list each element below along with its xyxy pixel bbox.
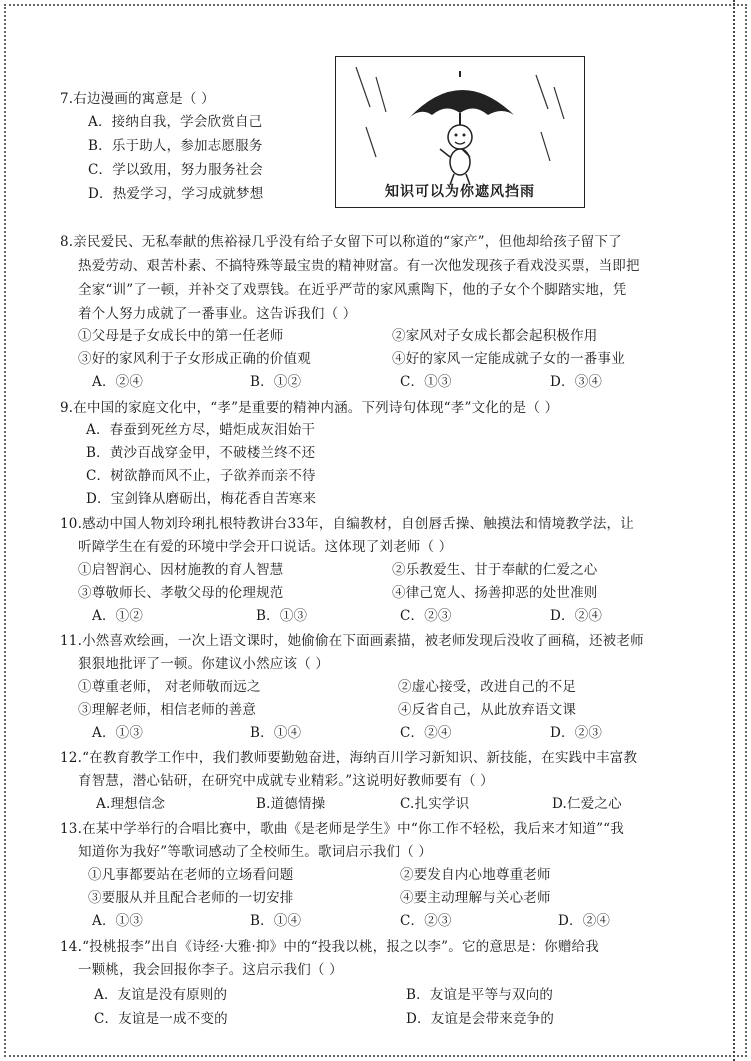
q11-choice-c: C．②④ <box>400 725 452 741</box>
scan-edge <box>733 0 749 1061</box>
q8-choice-a: A．②④ <box>92 374 144 390</box>
character-body <box>450 149 470 175</box>
q11-statement-3: ③理解老师，相信老师的善意 <box>78 702 257 718</box>
q13-statement-3: ③要服从并且配合老师的一切安排 <box>88 890 294 906</box>
character-head <box>448 125 472 149</box>
q10-line-2: 听障学生在有爱的环境中学会开口说话。这体现了刘老师（ ） <box>78 539 453 555</box>
q14-line-1: 14.“投桃报李”出自《诗经·大雅·抑》中的“投我以桃，报之以李”。它的意思是：你赠给我 <box>60 939 599 955</box>
q13-choice-b: B．①④ <box>250 913 302 929</box>
q13-choice-d: D．②④ <box>558 913 611 929</box>
q7-cartoon <box>335 56 585 208</box>
q7-option-a: A．接纳自我，学会欣赏自己 <box>88 114 263 130</box>
q11-choice-b: B．①④ <box>250 725 302 741</box>
q11-statement-1: ①尊重老师， 对老师敬而远之 <box>78 679 261 695</box>
q9-option-c: C．树欲静而风不止，子欲养而亲不待 <box>86 468 316 484</box>
q8-statement-2: ②家风对子女成长都会起积极作用 <box>392 328 598 344</box>
q11-statement-2: ②虚心接受，改进自己的不足 <box>398 679 577 695</box>
q13-choice-a: A．①③ <box>92 913 144 929</box>
q10-choice-c: C．②③ <box>400 608 452 624</box>
q10-statement-1: ①启智润心、因材施教的育人智慧 <box>78 562 284 578</box>
q8-line-3: 全家“训”了一顿，并补交了戏票钱。在近乎严苛的家风熏陶下，他的子女个个脚踏实地，凭 <box>78 282 627 298</box>
q7-stem: 7.右边漫画的寓意是（ ） <box>60 91 215 107</box>
q11-line-2: 狠狠地批评了一顿。你建议小然应该（ ） <box>78 656 330 672</box>
q11-statement-4: ④反省自己，从此放弃语文课 <box>398 702 577 718</box>
q8-statement-3: ③好的家风利于子女形成正确的价值观 <box>78 351 311 367</box>
q9-stem: 9.在中国的家庭文化中，“孝”是重要的精神内涵。下列诗句体现“孝”文化的是（ ） <box>60 400 559 416</box>
q11-choice-d: D．②③ <box>550 725 603 741</box>
q9-option-b: B．黄沙百战穿金甲，不破楼兰终不还 <box>86 445 316 461</box>
q14-option-b: B．友谊是平等与双向的 <box>406 987 554 1003</box>
q10-line-1: 10.感动中国人物刘玲琍扎根特教讲台33年，自编教材，自创唇舌操、触摸法和情境教学法，让 <box>60 516 634 532</box>
q7-option-d: D．热爱学习，学习成就梦想 <box>88 186 264 202</box>
q9-option-a: A．春蚕到死丝方尽，蜡炬成灰泪始干 <box>86 422 316 438</box>
q8-choice-c: C．①③ <box>400 374 452 390</box>
q13-statement-4: ④要主动理解与关心老师 <box>400 890 551 906</box>
q10-choice-a: A．①② <box>92 608 144 624</box>
q7-option-b: B．乐于助人，参加志愿服务 <box>88 138 263 154</box>
q13-line-2: 知道你为我好”等歌词感动了全校师生。歌词启示我们（ ） <box>78 844 433 860</box>
q14-line-2: 一颗桃，我会回报你李子。这启示我们（ ） <box>78 962 343 978</box>
q8-statement-1: ①父母是子女成长中的第一任老师 <box>78 328 284 344</box>
cartoon-caption: 知识可以为你遮风挡雨 <box>385 184 535 200</box>
q13-choice-c: C．②③ <box>400 913 452 929</box>
q10-statement-4: ④律己宽人、扬善抑恶的处世准则 <box>392 585 598 601</box>
q12-choice-d: D.仁爱之心 <box>552 796 622 812</box>
q8-choice-b: B．①② <box>250 374 302 390</box>
q8-line-2: 热爱劳动、艰苦朴素、不搞特殊等最宝贵的精神财富。有一次他发现孩子看戏没买票，当即把 <box>78 258 640 274</box>
q10-choice-d: D．②④ <box>550 608 603 624</box>
q14-option-d: D．友谊是会带来竞争的 <box>406 1011 555 1027</box>
q14-option-c: C．友谊是一成不变的 <box>94 1011 228 1027</box>
q7-option-c: C．学以致用，努力服务社会 <box>88 162 263 178</box>
q8-line-1: 8.亲民爱民、无私奉献的焦裕禄几乎没有给子女留下可以称道的“家产”，但他却给孩子留下了 <box>60 234 622 250</box>
q8-choice-d: D．③④ <box>550 374 603 390</box>
q12-choice-b: B.道德情操 <box>256 796 326 812</box>
q14-option-a: A．友谊是没有原则的 <box>94 987 228 1003</box>
q12-choice-c: C.扎实学识 <box>400 796 470 812</box>
q11-line-1: 11.小然喜欢绘画，一次上语文课时，她偷偷在下面画素描，被老师发现后没收了画稿，还被老师 <box>60 633 644 649</box>
q12-choice-a: A.理想信念 <box>96 796 166 812</box>
q13-line-1: 13.在某中学举行的合唱比赛中，歌曲《是老师是学生》中“你工作不轻松，我后来才知道”“我 <box>60 821 624 837</box>
q8-statement-4: ④好的家风一定能成就子女的一番事业 <box>392 351 625 367</box>
q12-line-2: 育智慧，潜心钻研，在研究中成就专业精彩。”这说明好教师要有（ ） <box>78 773 494 789</box>
q12-line-1: 12.“在教育教学工作中，我们教师要勤勉奋进，海纳百川学习新知识、新技能，在实践中丰富教 <box>60 750 638 766</box>
q11-choice-a: A．①③ <box>92 725 144 741</box>
q13-statement-2: ②要发自内心地尊重老师 <box>400 867 551 883</box>
q13-statement-1: ①凡事都要站在老师的立场看问题 <box>88 867 294 883</box>
q10-statement-3: ③尊敬师长、孝敬父母的伦理规范 <box>78 585 284 601</box>
q9-option-d: D．宝剑锋从磨砺出，梅花香自苦寒来 <box>86 491 317 507</box>
q10-choice-b: B．①③ <box>256 608 308 624</box>
q8-line-4: 着个人努力成就了一番事业。这告诉我们（ ） <box>78 306 357 322</box>
q10-statement-2: ②乐教爱生、甘于奉献的仁爱之心 <box>392 562 598 578</box>
